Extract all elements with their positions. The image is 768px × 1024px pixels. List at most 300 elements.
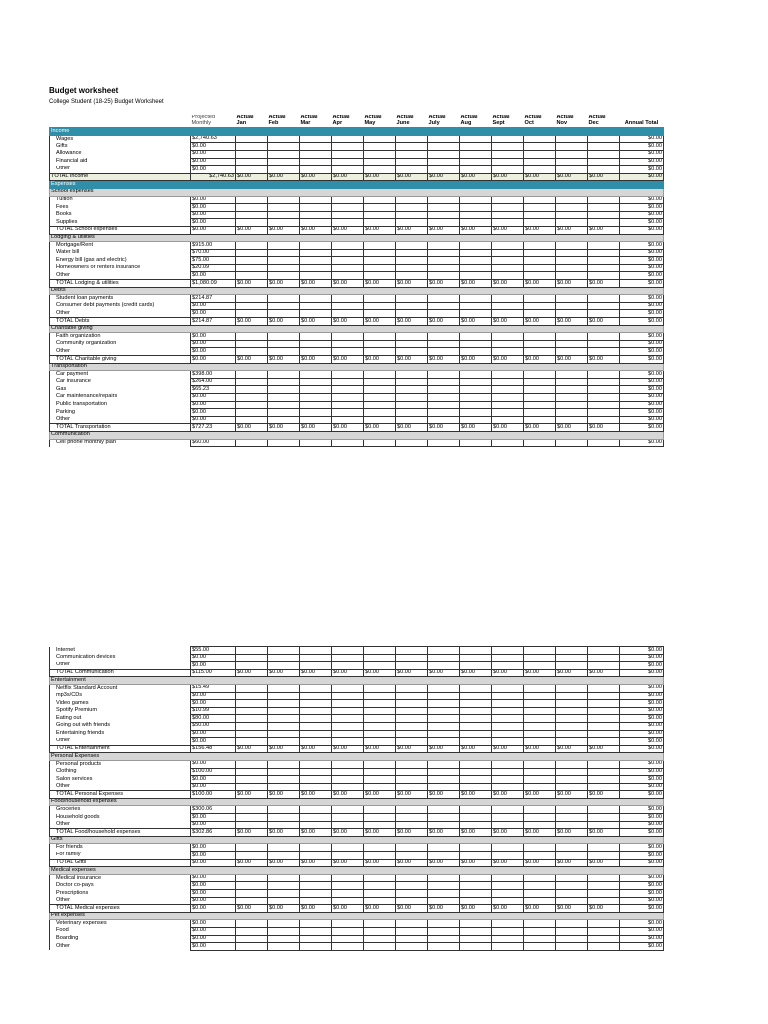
actual-month-cell[interactable]: $0.00 <box>396 424 428 432</box>
actual-month-cell[interactable]: $0.00 <box>556 280 588 288</box>
actual-month-cell[interactable] <box>556 654 588 662</box>
projected-cell[interactable]: $80.00 <box>191 715 236 723</box>
projected-cell[interactable]: $0.00 <box>191 219 236 227</box>
projected-cell[interactable]: $300.06 <box>191 806 236 814</box>
projected-cell[interactable]: $0.00 <box>191 393 236 401</box>
projected-cell[interactable]: $0.00 <box>191 211 236 219</box>
actual-month-cell[interactable] <box>428 150 460 158</box>
actual-month-cell[interactable] <box>396 416 428 424</box>
actual-month-cell[interactable]: $0.00 <box>364 745 396 753</box>
actual-month-cell[interactable] <box>492 927 524 935</box>
actual-month-cell[interactable]: $0.00 <box>332 745 364 753</box>
actual-month-cell[interactable] <box>492 378 524 386</box>
actual-month-cell[interactable] <box>492 730 524 738</box>
actual-month-cell[interactable] <box>492 722 524 730</box>
actual-month-cell[interactable] <box>364 378 396 386</box>
projected-cell[interactable]: $0.00 <box>191 356 236 364</box>
actual-month-cell[interactable] <box>300 647 332 655</box>
actual-month-cell[interactable] <box>460 409 492 417</box>
actual-month-cell[interactable] <box>396 211 428 219</box>
actual-month-cell[interactable]: $0.00 <box>332 356 364 364</box>
actual-month-cell[interactable]: $0.00 <box>428 669 460 677</box>
actual-month-cell[interactable] <box>268 302 300 310</box>
actual-month-cell[interactable] <box>588 158 620 166</box>
actual-month-cell[interactable]: $0.00 <box>236 173 268 181</box>
actual-month-cell[interactable]: $0.00 <box>588 859 620 867</box>
actual-month-cell[interactable] <box>332 257 364 265</box>
actual-month-cell[interactable] <box>396 738 428 746</box>
actual-month-cell[interactable] <box>332 196 364 204</box>
actual-month-cell[interactable] <box>396 409 428 417</box>
actual-month-cell[interactable] <box>236 143 268 151</box>
projected-cell[interactable]: $0.00 <box>191 897 236 905</box>
actual-month-cell[interactable] <box>236 295 268 303</box>
actual-month-cell[interactable] <box>332 783 364 791</box>
actual-month-cell[interactable] <box>396 806 428 814</box>
actual-month-cell[interactable] <box>364 386 396 394</box>
actual-month-cell[interactable]: $0.00 <box>460 356 492 364</box>
actual-month-cell[interactable] <box>460 654 492 662</box>
actual-month-cell[interactable] <box>300 760 332 768</box>
actual-month-cell[interactable]: $0.00 <box>268 226 300 234</box>
actual-month-cell[interactable] <box>428 416 460 424</box>
actual-month-cell[interactable] <box>364 211 396 219</box>
actual-month-cell[interactable] <box>364 852 396 860</box>
actual-month-cell[interactable]: $0.00 <box>396 829 428 837</box>
actual-month-cell[interactable] <box>300 348 332 356</box>
actual-month-cell[interactable]: $0.00 <box>300 829 332 837</box>
actual-month-cell[interactable] <box>332 272 364 280</box>
actual-month-cell[interactable] <box>492 692 524 700</box>
actual-month-cell[interactable] <box>556 401 588 409</box>
actual-month-cell[interactable] <box>396 204 428 212</box>
actual-month-cell[interactable] <box>428 340 460 348</box>
projected-cell[interactable]: $0.00 <box>191 905 236 913</box>
actual-month-cell[interactable] <box>524 242 556 250</box>
actual-month-cell[interactable]: $0.00 <box>556 173 588 181</box>
projected-cell[interactable]: $115.00 <box>191 669 236 677</box>
actual-month-cell[interactable] <box>236 401 268 409</box>
actual-month-cell[interactable] <box>492 386 524 394</box>
actual-month-cell[interactable] <box>300 166 332 174</box>
actual-month-cell[interactable] <box>268 378 300 386</box>
actual-month-cell[interactable]: $0.00 <box>556 745 588 753</box>
actual-month-cell[interactable] <box>300 135 332 143</box>
actual-month-cell[interactable] <box>428 927 460 935</box>
actual-month-cell[interactable] <box>300 707 332 715</box>
actual-month-cell[interactable]: $0.00 <box>556 829 588 837</box>
actual-month-cell[interactable] <box>492 401 524 409</box>
actual-month-cell[interactable] <box>364 242 396 250</box>
actual-month-cell[interactable]: $0.00 <box>268 318 300 326</box>
actual-month-cell[interactable] <box>460 844 492 852</box>
actual-month-cell[interactable] <box>524 439 556 447</box>
actual-month-cell[interactable] <box>236 340 268 348</box>
actual-month-cell[interactable] <box>268 393 300 401</box>
projected-cell[interactable]: $2,740.63 <box>191 135 236 143</box>
actual-month-cell[interactable] <box>364 707 396 715</box>
actual-month-cell[interactable] <box>236 378 268 386</box>
actual-month-cell[interactable]: $0.00 <box>428 318 460 326</box>
actual-month-cell[interactable] <box>236 715 268 723</box>
actual-month-cell[interactable] <box>556 272 588 280</box>
actual-month-cell[interactable] <box>268 852 300 860</box>
actual-month-cell[interactable] <box>396 295 428 303</box>
actual-month-cell[interactable] <box>524 768 556 776</box>
projected-cell[interactable]: $302.86 <box>191 829 236 837</box>
actual-month-cell[interactable] <box>268 204 300 212</box>
actual-month-cell[interactable] <box>300 401 332 409</box>
actual-month-cell[interactable] <box>428 393 460 401</box>
actual-month-cell[interactable] <box>428 348 460 356</box>
actual-month-cell[interactable]: $0.00 <box>556 318 588 326</box>
actual-month-cell[interactable] <box>364 150 396 158</box>
actual-month-cell[interactable] <box>428 700 460 708</box>
actual-month-cell[interactable] <box>492 852 524 860</box>
actual-month-cell[interactable] <box>300 386 332 394</box>
actual-month-cell[interactable] <box>460 340 492 348</box>
actual-month-cell[interactable] <box>332 814 364 822</box>
actual-month-cell[interactable] <box>588 684 620 692</box>
actual-month-cell[interactable] <box>492 158 524 166</box>
actual-month-cell[interactable]: $0.00 <box>364 226 396 234</box>
actual-month-cell[interactable] <box>588 416 620 424</box>
actual-month-cell[interactable] <box>524 776 556 784</box>
actual-month-cell[interactable]: $0.00 <box>556 424 588 432</box>
actual-month-cell[interactable] <box>524 333 556 341</box>
actual-month-cell[interactable] <box>524 158 556 166</box>
actual-month-cell[interactable] <box>364 196 396 204</box>
actual-month-cell[interactable]: $0.00 <box>428 745 460 753</box>
actual-month-cell[interactable] <box>556 927 588 935</box>
actual-month-cell[interactable] <box>332 393 364 401</box>
actual-month-cell[interactable] <box>588 662 620 670</box>
actual-month-cell[interactable]: $0.00 <box>588 280 620 288</box>
actual-month-cell[interactable] <box>236 386 268 394</box>
actual-month-cell[interactable] <box>332 662 364 670</box>
projected-cell[interactable]: $0.00 <box>191 776 236 784</box>
actual-month-cell[interactable] <box>460 393 492 401</box>
actual-month-cell[interactable] <box>268 264 300 272</box>
actual-month-cell[interactable] <box>588 135 620 143</box>
actual-month-cell[interactable] <box>460 927 492 935</box>
actual-month-cell[interactable] <box>236 150 268 158</box>
actual-month-cell[interactable] <box>588 150 620 158</box>
actual-month-cell[interactable] <box>364 166 396 174</box>
actual-month-cell[interactable] <box>364 257 396 265</box>
actual-month-cell[interactable] <box>556 768 588 776</box>
actual-month-cell[interactable] <box>588 257 620 265</box>
actual-month-cell[interactable] <box>396 897 428 905</box>
actual-month-cell[interactable] <box>588 715 620 723</box>
actual-month-cell[interactable] <box>428 806 460 814</box>
actual-month-cell[interactable]: $0.00 <box>332 318 364 326</box>
actual-month-cell[interactable] <box>588 935 620 943</box>
actual-month-cell[interactable] <box>364 302 396 310</box>
projected-cell[interactable]: $75.00 <box>191 257 236 265</box>
actual-month-cell[interactable] <box>268 310 300 318</box>
actual-month-cell[interactable]: $0.00 <box>236 356 268 364</box>
actual-month-cell[interactable]: $0.00 <box>236 424 268 432</box>
actual-month-cell[interactable] <box>492 242 524 250</box>
actual-month-cell[interactable] <box>236 783 268 791</box>
actual-month-cell[interactable]: $0.00 <box>492 226 524 234</box>
actual-month-cell[interactable] <box>396 348 428 356</box>
actual-month-cell[interactable] <box>460 920 492 928</box>
actual-month-cell[interactable] <box>556 150 588 158</box>
actual-month-cell[interactable] <box>524 943 556 951</box>
actual-month-cell[interactable] <box>524 935 556 943</box>
actual-month-cell[interactable] <box>332 806 364 814</box>
actual-month-cell[interactable]: $0.00 <box>556 905 588 913</box>
actual-month-cell[interactable] <box>236 211 268 219</box>
actual-month-cell[interactable] <box>236 821 268 829</box>
projected-cell[interactable]: $915.00 <box>191 242 236 250</box>
actual-month-cell[interactable] <box>396 935 428 943</box>
actual-month-cell[interactable] <box>300 897 332 905</box>
actual-month-cell[interactable]: $0.00 <box>300 745 332 753</box>
actual-month-cell[interactable] <box>236 684 268 692</box>
actual-month-cell[interactable]: $0.00 <box>396 173 428 181</box>
actual-month-cell[interactable] <box>396 264 428 272</box>
actual-month-cell[interactable] <box>524 386 556 394</box>
actual-month-cell[interactable] <box>556 662 588 670</box>
actual-month-cell[interactable] <box>524 340 556 348</box>
actual-month-cell[interactable] <box>268 935 300 943</box>
actual-month-cell[interactable] <box>300 715 332 723</box>
actual-month-cell[interactable] <box>524 204 556 212</box>
actual-month-cell[interactable] <box>588 409 620 417</box>
actual-month-cell[interactable] <box>588 348 620 356</box>
actual-month-cell[interactable]: $0.00 <box>300 859 332 867</box>
actual-month-cell[interactable] <box>300 806 332 814</box>
actual-month-cell[interactable] <box>588 249 620 257</box>
actual-month-cell[interactable] <box>556 348 588 356</box>
actual-month-cell[interactable]: $0.00 <box>460 226 492 234</box>
actual-month-cell[interactable] <box>524 730 556 738</box>
actual-month-cell[interactable] <box>236 806 268 814</box>
actual-month-cell[interactable] <box>268 295 300 303</box>
actual-month-cell[interactable] <box>364 249 396 257</box>
actual-month-cell[interactable] <box>428 715 460 723</box>
actual-month-cell[interactable] <box>300 927 332 935</box>
actual-month-cell[interactable] <box>524 760 556 768</box>
actual-month-cell[interactable] <box>588 730 620 738</box>
actual-month-cell[interactable] <box>428 730 460 738</box>
actual-month-cell[interactable] <box>396 393 428 401</box>
actual-month-cell[interactable] <box>524 393 556 401</box>
actual-month-cell[interactable] <box>556 692 588 700</box>
actual-month-cell[interactable] <box>588 707 620 715</box>
actual-month-cell[interactable]: $0.00 <box>524 424 556 432</box>
actual-month-cell[interactable] <box>524 700 556 708</box>
actual-month-cell[interactable] <box>492 882 524 890</box>
actual-month-cell[interactable]: $0.00 <box>364 173 396 181</box>
actual-month-cell[interactable] <box>236 897 268 905</box>
actual-month-cell[interactable] <box>556 211 588 219</box>
actual-month-cell[interactable] <box>460 135 492 143</box>
actual-month-cell[interactable] <box>396 135 428 143</box>
actual-month-cell[interactable] <box>492 684 524 692</box>
actual-month-cell[interactable] <box>396 302 428 310</box>
actual-month-cell[interactable] <box>332 647 364 655</box>
actual-month-cell[interactable]: $0.00 <box>268 829 300 837</box>
actual-month-cell[interactable] <box>460 219 492 227</box>
actual-month-cell[interactable] <box>396 692 428 700</box>
actual-month-cell[interactable] <box>492 844 524 852</box>
actual-month-cell[interactable]: $0.00 <box>460 173 492 181</box>
actual-month-cell[interactable] <box>460 700 492 708</box>
actual-month-cell[interactable] <box>396 722 428 730</box>
actual-month-cell[interactable] <box>332 333 364 341</box>
actual-month-cell[interactable]: $0.00 <box>364 905 396 913</box>
actual-month-cell[interactable] <box>492 821 524 829</box>
actual-month-cell[interactable] <box>236 730 268 738</box>
actual-month-cell[interactable] <box>428 722 460 730</box>
actual-month-cell[interactable] <box>268 371 300 379</box>
actual-month-cell[interactable]: $0.00 <box>492 745 524 753</box>
actual-month-cell[interactable] <box>268 844 300 852</box>
actual-month-cell[interactable] <box>556 204 588 212</box>
projected-cell[interactable]: $60.00 <box>191 439 236 447</box>
actual-month-cell[interactable] <box>492 654 524 662</box>
actual-month-cell[interactable] <box>556 302 588 310</box>
actual-month-cell[interactable] <box>300 943 332 951</box>
actual-month-cell[interactable] <box>460 935 492 943</box>
actual-month-cell[interactable] <box>364 135 396 143</box>
actual-month-cell[interactable] <box>396 821 428 829</box>
actual-month-cell[interactable] <box>332 768 364 776</box>
actual-month-cell[interactable] <box>492 783 524 791</box>
actual-month-cell[interactable]: $0.00 <box>556 859 588 867</box>
actual-month-cell[interactable] <box>492 204 524 212</box>
actual-month-cell[interactable] <box>332 264 364 272</box>
actual-month-cell[interactable] <box>332 715 364 723</box>
actual-month-cell[interactable] <box>300 158 332 166</box>
actual-month-cell[interactable]: $0.00 <box>428 226 460 234</box>
actual-month-cell[interactable] <box>332 821 364 829</box>
actual-month-cell[interactable] <box>268 416 300 424</box>
actual-month-cell[interactable] <box>588 295 620 303</box>
actual-month-cell[interactable]: $0.00 <box>556 669 588 677</box>
actual-month-cell[interactable] <box>556 295 588 303</box>
actual-month-cell[interactable] <box>300 264 332 272</box>
actual-month-cell[interactable]: $0.00 <box>396 791 428 799</box>
actual-month-cell[interactable]: $0.00 <box>524 745 556 753</box>
actual-month-cell[interactable] <box>364 776 396 784</box>
actual-month-cell[interactable]: $0.00 <box>236 791 268 799</box>
actual-month-cell[interactable] <box>524 219 556 227</box>
actual-month-cell[interactable] <box>236 219 268 227</box>
actual-month-cell[interactable] <box>428 920 460 928</box>
actual-month-cell[interactable] <box>300 776 332 784</box>
actual-month-cell[interactable] <box>460 416 492 424</box>
actual-month-cell[interactable] <box>556 806 588 814</box>
actual-month-cell[interactable] <box>364 700 396 708</box>
actual-month-cell[interactable]: $0.00 <box>492 356 524 364</box>
actual-month-cell[interactable] <box>556 760 588 768</box>
actual-month-cell[interactable] <box>236 310 268 318</box>
actual-month-cell[interactable] <box>588 738 620 746</box>
actual-month-cell[interactable] <box>556 242 588 250</box>
actual-month-cell[interactable] <box>524 272 556 280</box>
actual-month-cell[interactable] <box>332 295 364 303</box>
actual-month-cell[interactable] <box>268 647 300 655</box>
actual-month-cell[interactable] <box>268 768 300 776</box>
actual-month-cell[interactable] <box>236 333 268 341</box>
actual-month-cell[interactable] <box>588 821 620 829</box>
actual-month-cell[interactable] <box>300 249 332 257</box>
actual-month-cell[interactable] <box>556 738 588 746</box>
actual-month-cell[interactable]: $0.00 <box>492 859 524 867</box>
actual-month-cell[interactable]: $0.00 <box>364 829 396 837</box>
actual-month-cell[interactable] <box>556 439 588 447</box>
projected-cell[interactable]: $0.00 <box>191 890 236 898</box>
actual-month-cell[interactable] <box>492 700 524 708</box>
actual-month-cell[interactable]: $0.00 <box>460 280 492 288</box>
actual-month-cell[interactable] <box>364 920 396 928</box>
actual-month-cell[interactable]: $0.00 <box>492 791 524 799</box>
actual-month-cell[interactable] <box>396 707 428 715</box>
actual-month-cell[interactable] <box>428 684 460 692</box>
actual-month-cell[interactable] <box>364 348 396 356</box>
actual-month-cell[interactable]: $0.00 <box>588 424 620 432</box>
actual-month-cell[interactable]: $0.00 <box>396 318 428 326</box>
actual-month-cell[interactable] <box>236 302 268 310</box>
actual-month-cell[interactable] <box>364 371 396 379</box>
actual-month-cell[interactable] <box>364 401 396 409</box>
actual-month-cell[interactable] <box>300 814 332 822</box>
actual-month-cell[interactable] <box>364 874 396 882</box>
actual-month-cell[interactable] <box>332 340 364 348</box>
actual-month-cell[interactable]: $0.00 <box>588 829 620 837</box>
actual-month-cell[interactable] <box>300 416 332 424</box>
actual-month-cell[interactable] <box>236 242 268 250</box>
actual-month-cell[interactable] <box>332 692 364 700</box>
actual-month-cell[interactable] <box>428 935 460 943</box>
actual-month-cell[interactable] <box>332 654 364 662</box>
actual-month-cell[interactable] <box>460 806 492 814</box>
actual-month-cell[interactable]: $0.00 <box>332 424 364 432</box>
actual-month-cell[interactable] <box>492 272 524 280</box>
actual-month-cell[interactable] <box>428 852 460 860</box>
actual-month-cell[interactable] <box>236 135 268 143</box>
actual-month-cell[interactable]: $0.00 <box>492 173 524 181</box>
actual-month-cell[interactable] <box>364 143 396 151</box>
actual-month-cell[interactable] <box>300 821 332 829</box>
projected-cell[interactable]: $0.00 <box>191 882 236 890</box>
actual-month-cell[interactable] <box>588 333 620 341</box>
actual-month-cell[interactable] <box>268 882 300 890</box>
actual-month-cell[interactable] <box>300 738 332 746</box>
actual-month-cell[interactable] <box>268 654 300 662</box>
projected-cell[interactable]: $0.00 <box>191 333 236 341</box>
projected-cell[interactable]: $0.00 <box>191 821 236 829</box>
actual-month-cell[interactable] <box>460 715 492 723</box>
actual-month-cell[interactable] <box>492 393 524 401</box>
projected-cell[interactable]: $0.00 <box>191 943 236 951</box>
actual-month-cell[interactable]: $0.00 <box>524 905 556 913</box>
actual-month-cell[interactable] <box>588 882 620 890</box>
actual-month-cell[interactable] <box>556 814 588 822</box>
actual-month-cell[interactable] <box>396 890 428 898</box>
actual-month-cell[interactable]: $0.00 <box>364 791 396 799</box>
actual-month-cell[interactable]: $0.00 <box>588 745 620 753</box>
actual-month-cell[interactable] <box>428 196 460 204</box>
actual-month-cell[interactable] <box>460 166 492 174</box>
actual-month-cell[interactable]: $0.00 <box>332 280 364 288</box>
actual-month-cell[interactable] <box>556 920 588 928</box>
